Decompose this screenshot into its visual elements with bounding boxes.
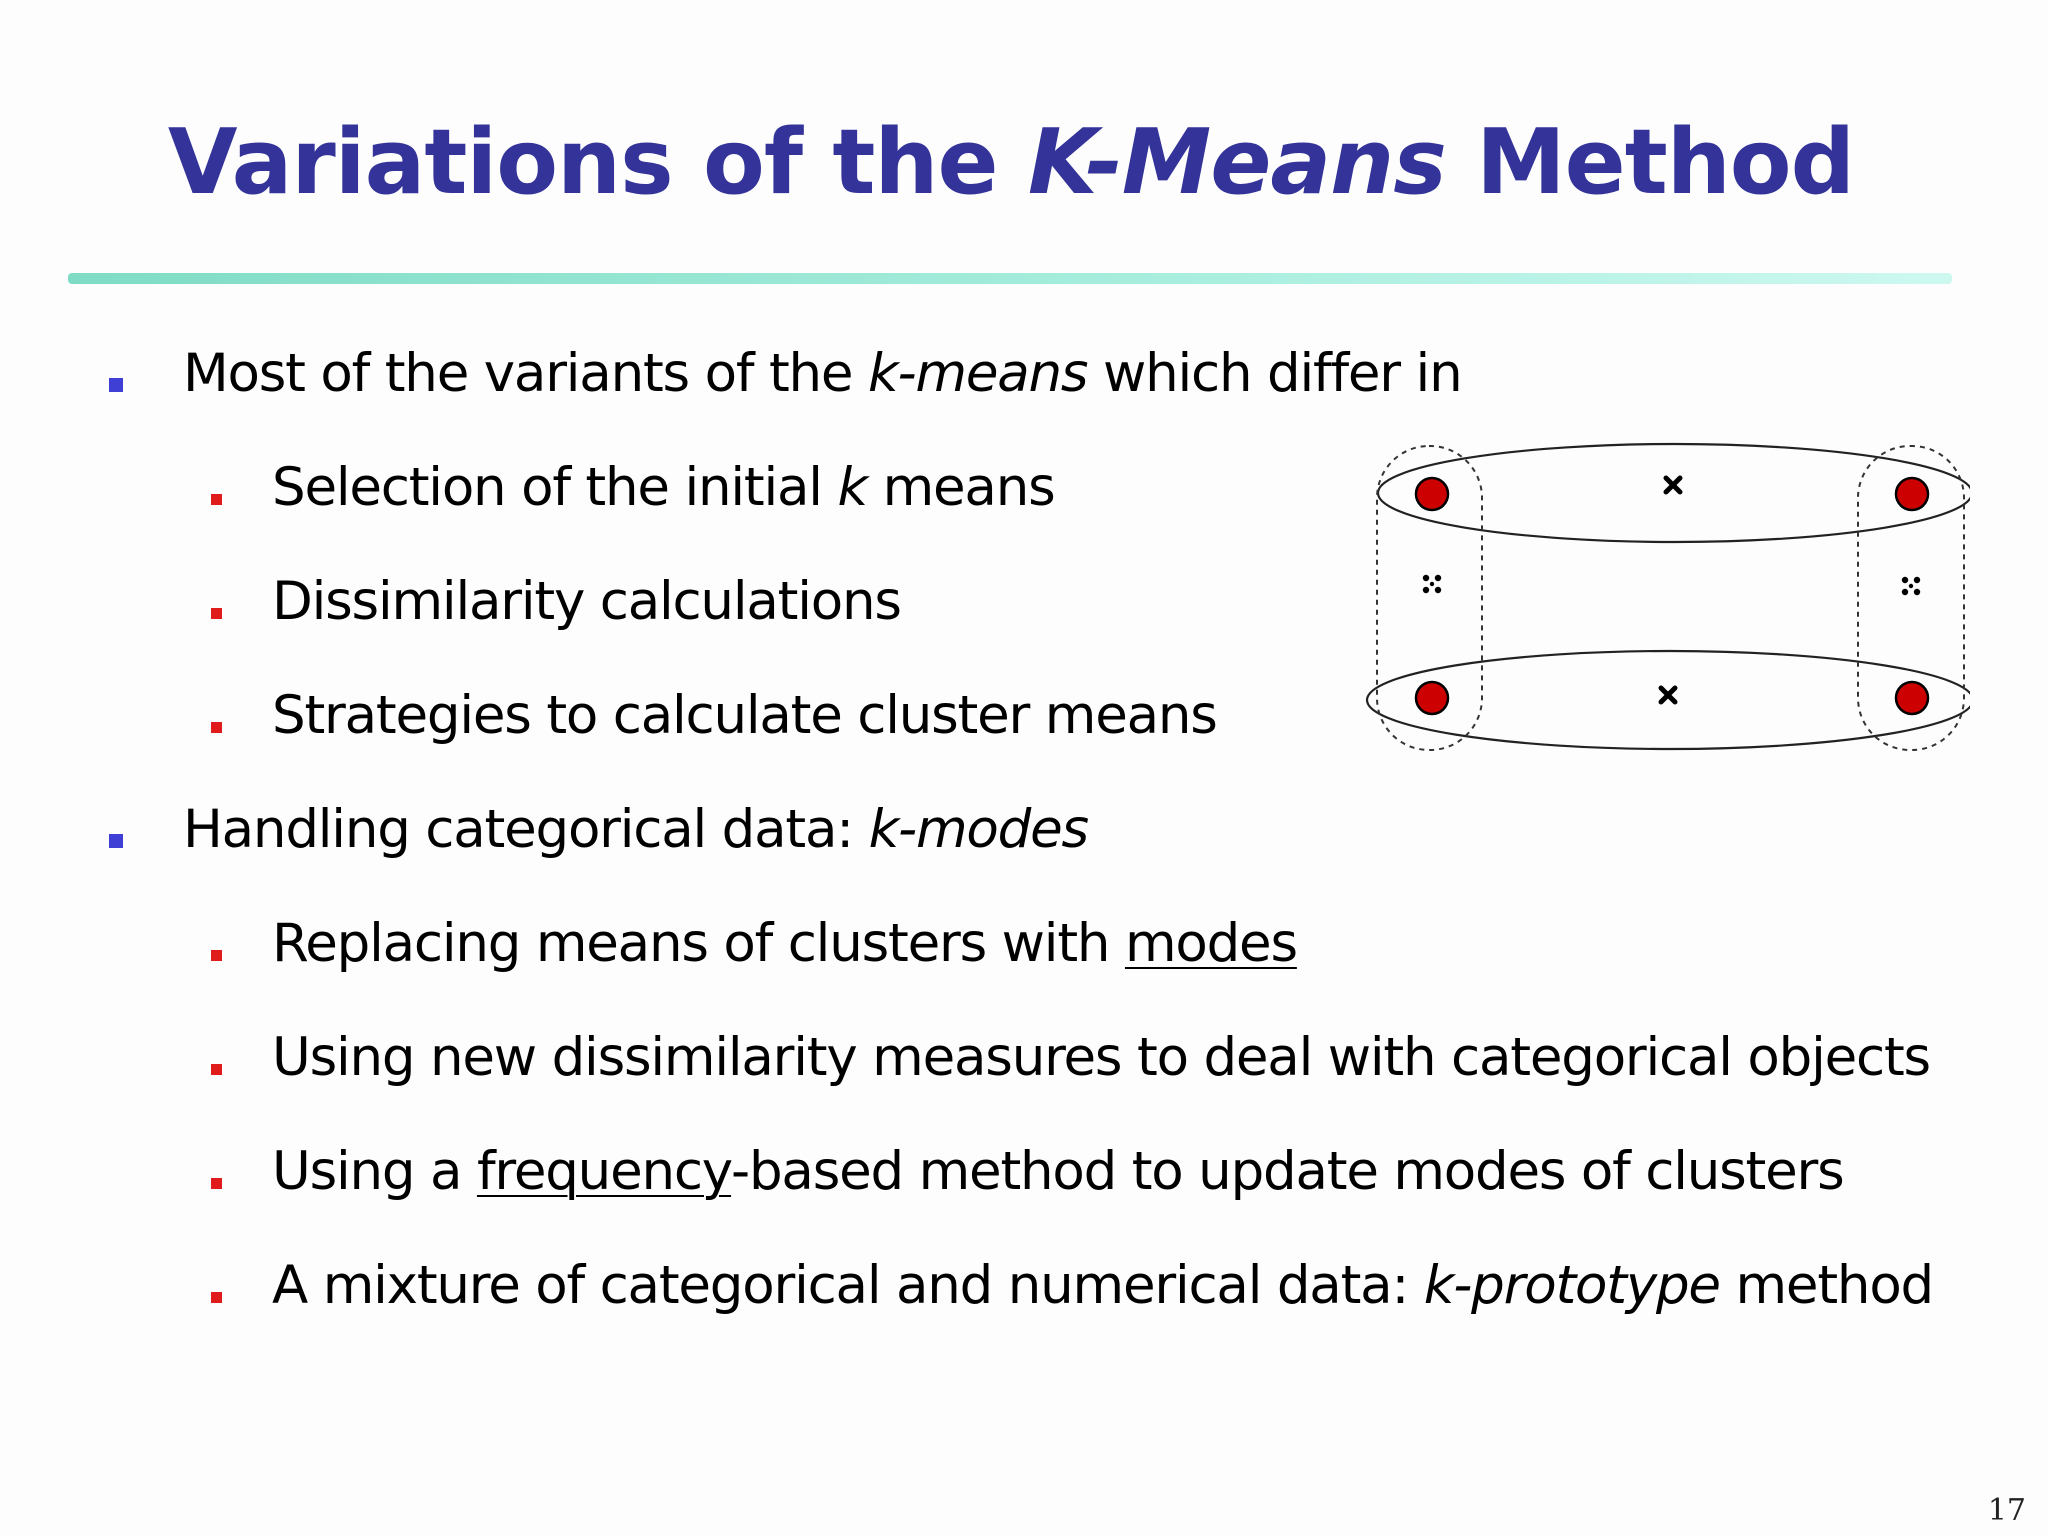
bullet-text-segment: modes — [1124, 913, 1297, 974]
page-number: 17 — [1987, 1493, 2026, 1528]
bullet-text-segment: Using new dissimilarity measures to deal with categorical objects — [272, 1027, 1930, 1088]
bullet-text-segment: k-prototype — [1423, 1255, 1720, 1316]
bullet-text-segment: -based method to update modes of clusters — [731, 1141, 1844, 1202]
cross-mark — [1666, 478, 1680, 492]
cross-mark — [1661, 688, 1675, 702]
data-point — [1416, 682, 1448, 714]
page-title — [0, 108, 2022, 218]
bullet-item — [183, 342, 1461, 406]
bullet-marker-level2 — [211, 608, 222, 619]
bullet-marker-level2 — [211, 494, 222, 505]
bullet-marker-level2 — [211, 722, 222, 733]
bullet-text-segment: Most of the variants of the — [183, 343, 868, 404]
bullet-marker-level2 — [211, 950, 222, 961]
bullet-text-segment: Replacing means of clusters with — [272, 913, 1125, 974]
bullet-text-segment: Selection of the initial — [272, 457, 838, 518]
data-point — [1416, 478, 1448, 510]
cross-mark-dotted — [1423, 575, 1441, 593]
title-divider — [68, 273, 1952, 284]
bullet-marker-level1 — [109, 834, 123, 848]
data-point — [1896, 682, 1928, 714]
cluster-ellipse-bottom — [1367, 651, 1970, 749]
sub-bullet-item — [272, 684, 1217, 748]
cluster-figure — [1360, 438, 1970, 758]
bullet-text-segment: frequency — [476, 1141, 732, 1202]
cluster-ellipse-top — [1378, 444, 1970, 542]
bullet-text-segment: means — [866, 457, 1055, 518]
bullet-marker-level2 — [211, 1178, 222, 1189]
bullet-marker-level2 — [211, 1292, 222, 1303]
bullet-text-segment: which differ in — [1087, 343, 1462, 404]
bullet-text-segment: A mixture of categorical and numerical data: — [272, 1255, 1424, 1316]
title-part-2: Method — [1445, 110, 1855, 215]
bullet-text-segment: k-modes — [868, 799, 1088, 860]
bullet-text-segment: k-means — [867, 343, 1088, 404]
bullet-text-segment: k — [837, 457, 867, 518]
bullet-text-segment: Handling categorical data: — [183, 799, 869, 860]
bullet-text-segment: Using a — [272, 1141, 477, 1202]
cross-mark-dotted — [1902, 577, 1920, 595]
bullet-item — [183, 798, 1088, 862]
bullet-marker-level1 — [109, 378, 123, 392]
sub-bullet-item — [272, 1026, 1930, 1090]
data-point — [1896, 478, 1928, 510]
title-part-1: Variations of the — [167, 110, 1028, 215]
bullet-text-segment: Dissimilarity calculations — [272, 571, 901, 632]
bullet-text-segment: Strategies to calculate cluster means — [272, 685, 1217, 746]
sub-bullet-item — [272, 456, 1055, 520]
sub-bullet-item — [272, 570, 901, 634]
title-italic: K-Means — [1027, 110, 1446, 215]
bullet-marker-level2 — [211, 1064, 222, 1075]
sub-bullet-item — [272, 912, 1297, 976]
bullet-text-segment: method — [1719, 1255, 1933, 1316]
sub-bullet-item — [272, 1254, 1933, 1318]
sub-bullet-item — [272, 1140, 1844, 1204]
